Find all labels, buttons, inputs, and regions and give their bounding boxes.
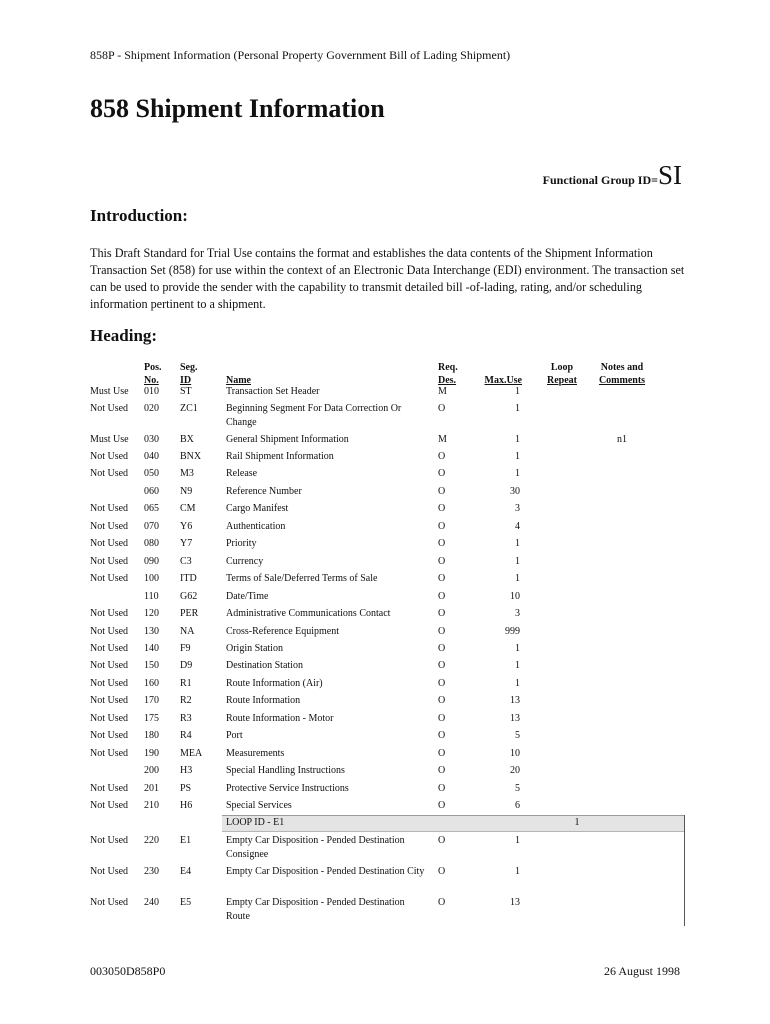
- row-usage: Not Used: [90, 556, 129, 567]
- row-position: 100: [144, 573, 159, 584]
- row-requirement: O: [438, 748, 446, 759]
- loop-id: LOOP ID - E1: [226, 817, 285, 828]
- row-segment-name: Route Information - Motor: [226, 713, 334, 724]
- row-segment-name: Port: [226, 730, 243, 741]
- row-usage: Not Used: [90, 866, 129, 877]
- row-position: 200: [144, 765, 159, 776]
- row-max-use: 999: [505, 626, 520, 637]
- row-requirement: M: [438, 434, 447, 445]
- row-segment-id: H6: [180, 800, 193, 811]
- row-segment-name: Measurements: [226, 748, 285, 759]
- row-segment-id: Y6: [180, 521, 193, 532]
- document-title: 858 Shipment Information: [90, 94, 385, 123]
- loop-e1: [222, 815, 685, 926]
- row-segment-id: NA: [180, 626, 195, 637]
- row-segment-id: C3: [180, 556, 192, 567]
- row-max-use: 13: [510, 897, 520, 908]
- row-segment-id: PS: [180, 783, 192, 794]
- row-segment-name: Cargo Manifest: [226, 503, 289, 514]
- row-segment-id: F9: [180, 643, 191, 654]
- row-segment-name: Beginning Segment For Data Correction Or Change: [226, 403, 402, 428]
- footer-date: 26 August 1998: [603, 964, 680, 978]
- introduction-heading: Introduction:: [90, 206, 188, 225]
- row-position: 130: [144, 626, 159, 637]
- col-header-loop-line2: Repeat: [547, 375, 577, 386]
- col-header-loop: [538, 361, 586, 387]
- row-requirement: O: [438, 451, 446, 462]
- loop-header-bar: [222, 815, 684, 832]
- row-position: 230: [144, 866, 159, 877]
- row-segment-name: Empty Car Disposition - Pended Destination Consignee: [226, 835, 405, 860]
- row-position: 175: [144, 713, 159, 724]
- row-max-use: 1: [515, 403, 520, 414]
- functional-group-id: [543, 160, 682, 191]
- row-segment-name: Transaction Set Header: [226, 386, 320, 397]
- row-usage: Must Use: [90, 386, 129, 397]
- row-segment-id: E4: [180, 866, 192, 877]
- row-usage: Not Used: [90, 468, 129, 479]
- row-segment-id: D9: [180, 660, 193, 671]
- row-segment-id: M3: [180, 468, 194, 479]
- row-segment-id: MEA: [180, 748, 203, 759]
- functional-group-label: Functional Group ID=: [542, 173, 658, 187]
- col-header-seg-line2: ID: [180, 375, 192, 386]
- row-usage: Not Used: [90, 678, 129, 689]
- col-header-notes: [590, 361, 654, 387]
- row-max-use: 1: [515, 866, 520, 877]
- row-segment-name: Special Services: [226, 800, 292, 811]
- row-segment-name: Currency: [226, 556, 264, 567]
- row-requirement: O: [438, 591, 446, 602]
- col-header-pos: [144, 361, 162, 387]
- row-segment-name: Empty Car Disposition - Pended Destination Route: [226, 897, 405, 922]
- row-position: 210: [144, 800, 159, 811]
- row-position: 201: [144, 783, 159, 794]
- row-position: 030: [144, 434, 159, 445]
- row-usage: Not Used: [90, 573, 129, 584]
- row-max-use: 1: [515, 678, 520, 689]
- row-usage: Not Used: [90, 538, 129, 549]
- row-segment-id: R4: [180, 730, 192, 741]
- row-position: 065: [144, 503, 159, 514]
- col-header-req-line2: Des.: [438, 375, 457, 386]
- row-requirement: O: [438, 897, 446, 908]
- row-requirement: O: [438, 765, 446, 776]
- row-segment-name: Cross-Reference Equipment: [226, 626, 340, 637]
- row-segment-id: E5: [180, 897, 192, 908]
- row-max-use: 1: [515, 835, 520, 846]
- col-header-pos-line1: Pos.: [144, 362, 162, 373]
- row-segment-name: Authentication: [226, 521, 286, 532]
- row-segment-id: R1: [180, 678, 192, 689]
- row-requirement: O: [438, 538, 446, 549]
- row-position: 240: [144, 897, 159, 908]
- row-max-use: 4: [515, 521, 520, 532]
- col-header-notes-line1: Notes and: [600, 362, 644, 373]
- row-position: 040: [144, 451, 159, 462]
- row-usage: Not Used: [90, 403, 129, 414]
- col-header-name-text: Name: [226, 375, 251, 386]
- col-header-pos-line2: No.: [144, 375, 159, 386]
- row-usage: Not Used: [90, 897, 129, 908]
- row-position: 050: [144, 468, 159, 479]
- row-max-use: 1: [515, 643, 520, 654]
- row-notes: n1: [617, 434, 627, 445]
- row-requirement: O: [438, 486, 446, 497]
- row-max-use: 1: [515, 573, 520, 584]
- footer-document-id: 003050D858P0: [90, 964, 166, 978]
- row-segment-id: E1: [180, 835, 192, 846]
- row-requirement: O: [438, 713, 446, 724]
- row-usage: Not Used: [90, 451, 129, 462]
- row-requirement: O: [438, 678, 446, 689]
- row-segment-id: Y7: [180, 538, 193, 549]
- row-segment-name: Reference Number: [226, 486, 302, 497]
- row-requirement: O: [438, 730, 446, 741]
- row-max-use: 1: [515, 538, 520, 549]
- row-usage: Must Use: [90, 434, 129, 445]
- row-requirement: O: [438, 783, 446, 794]
- row-position: 110: [144, 591, 159, 602]
- row-usage: Not Used: [90, 783, 129, 794]
- row-usage: Not Used: [90, 643, 129, 654]
- heading-section-title: Heading:: [90, 326, 158, 345]
- row-requirement: O: [438, 866, 446, 877]
- row-max-use: 3: [515, 503, 520, 514]
- col-header-seg-line1: Seg.: [180, 362, 198, 373]
- row-segment-id: PER: [180, 608, 199, 619]
- row-max-use: 1: [515, 434, 520, 445]
- row-max-use: 1: [515, 556, 520, 567]
- row-segment-name: Release: [226, 468, 258, 479]
- row-position: 180: [144, 730, 159, 741]
- row-max-use: 1: [515, 451, 520, 462]
- row-position: 060: [144, 486, 159, 497]
- row-segment-name: Origin Station: [226, 643, 283, 654]
- row-position: 170: [144, 695, 159, 706]
- row-segment-name: Administrative Communications Contact: [226, 608, 391, 619]
- row-segment-id: G62: [180, 591, 198, 602]
- row-requirement: O: [438, 468, 446, 479]
- row-usage: Not Used: [90, 748, 129, 759]
- col-header-notes-line2: Comments: [598, 375, 646, 386]
- row-usage: Not Used: [90, 800, 129, 811]
- row-requirement: O: [438, 503, 446, 514]
- row-requirement: O: [438, 608, 446, 619]
- row-segment-name: Priority: [226, 538, 257, 549]
- row-max-use: 1: [515, 660, 520, 671]
- row-segment-id: H3: [180, 765, 193, 776]
- row-position: 160: [144, 678, 159, 689]
- row-position: 140: [144, 643, 159, 654]
- row-requirement: O: [438, 660, 446, 671]
- row-max-use: 6: [515, 800, 520, 811]
- row-position: 220: [144, 835, 159, 846]
- row-position: 190: [144, 748, 159, 759]
- col-header-seg: [180, 361, 198, 387]
- row-requirement: O: [438, 835, 446, 846]
- row-requirement: O: [438, 643, 446, 654]
- row-requirement: O: [438, 573, 446, 584]
- row-requirement: M: [438, 386, 447, 397]
- row-requirement: O: [438, 800, 446, 811]
- row-max-use: 13: [510, 713, 520, 724]
- row-max-use: 1: [515, 386, 520, 397]
- row-position: 020: [144, 403, 159, 414]
- col-header-req: [438, 361, 458, 387]
- row-segment-id: N9: [180, 486, 193, 497]
- row-usage: Not Used: [90, 695, 129, 706]
- row-requirement: O: [438, 521, 446, 532]
- functional-group-value: SI: [657, 160, 682, 190]
- introduction-text: This Draft Standard for Trial Use contains the format and establishes the data contents of the Shipment Information Transaction Set (858) for use within the context of an Electronic Data Interchange (EDI) environment. The transaction set can be used to provide the sender with the capability to transmit detailed bill -of-lading, rating, and/or scheduling information pertinent to a shipment.: [90, 246, 685, 311]
- row-segment-name: Date/Time: [226, 591, 269, 602]
- row-max-use: 5: [515, 730, 520, 741]
- row-requirement: O: [438, 695, 446, 706]
- row-segment-name: Destination Station: [226, 660, 303, 671]
- row-segment-name: Route Information: [226, 695, 301, 706]
- row-max-use: 1: [515, 468, 520, 479]
- row-max-use: 10: [510, 748, 520, 759]
- loop-repeat: 1: [574, 817, 580, 828]
- row-position: 090: [144, 556, 159, 567]
- row-usage: Not Used: [90, 503, 129, 514]
- row-position: 070: [144, 521, 159, 532]
- row-max-use: 20: [510, 765, 520, 776]
- row-segment-id: ST: [180, 386, 192, 397]
- row-position: 150: [144, 660, 159, 671]
- row-requirement: O: [438, 403, 446, 414]
- row-usage: Not Used: [90, 626, 129, 637]
- row-requirement: O: [438, 556, 446, 567]
- row-usage: Not Used: [90, 521, 129, 532]
- row-segment-id: BNX: [180, 451, 202, 462]
- row-segment-name: Route Information (Air): [226, 678, 323, 689]
- row-segment-id: R2: [180, 695, 192, 706]
- row-max-use: 10: [510, 591, 520, 602]
- row-max-use: 3: [515, 608, 520, 619]
- row-segment-id: ZC1: [180, 403, 198, 414]
- row-usage: Not Used: [90, 835, 129, 846]
- row-requirement: O: [438, 626, 446, 637]
- row-max-use: 13: [510, 695, 520, 706]
- col-header-req-line1: Req.: [438, 362, 458, 373]
- row-segment-name: Protective Service Instructions: [226, 783, 349, 794]
- row-segment-id: R3: [180, 713, 192, 724]
- row-usage: Not Used: [90, 608, 129, 619]
- row-segment-id: ITD: [180, 573, 197, 584]
- col-header-loop-line1: Loop: [550, 362, 574, 373]
- row-max-use: 30: [510, 486, 520, 497]
- row-segment-name: Special Handling Instructions: [226, 765, 345, 776]
- row-segment-id: CM: [180, 503, 196, 514]
- row-usage: Not Used: [90, 713, 129, 724]
- col-header-max-text: Max.Use: [484, 375, 522, 386]
- row-segment-name: Terms of Sale/Deferred Terms of Sale: [226, 573, 378, 584]
- row-position: 120: [144, 608, 159, 619]
- row-segment-name: Empty Car Disposition - Pended Destination City: [226, 866, 425, 877]
- row-usage: Not Used: [90, 730, 129, 741]
- row-max-use: 5: [515, 783, 520, 794]
- running-header: 858P - Shipment Information (Personal Property Government Bill of Lading Shipment): [90, 48, 511, 62]
- row-position: 010: [144, 386, 159, 397]
- row-position: 080: [144, 538, 159, 549]
- row-segment-name: General Shipment Information: [226, 434, 349, 445]
- row-usage: Not Used: [90, 660, 129, 671]
- row-segment-id: BX: [180, 434, 194, 445]
- row-segment-name: Rail Shipment Information: [226, 451, 334, 462]
